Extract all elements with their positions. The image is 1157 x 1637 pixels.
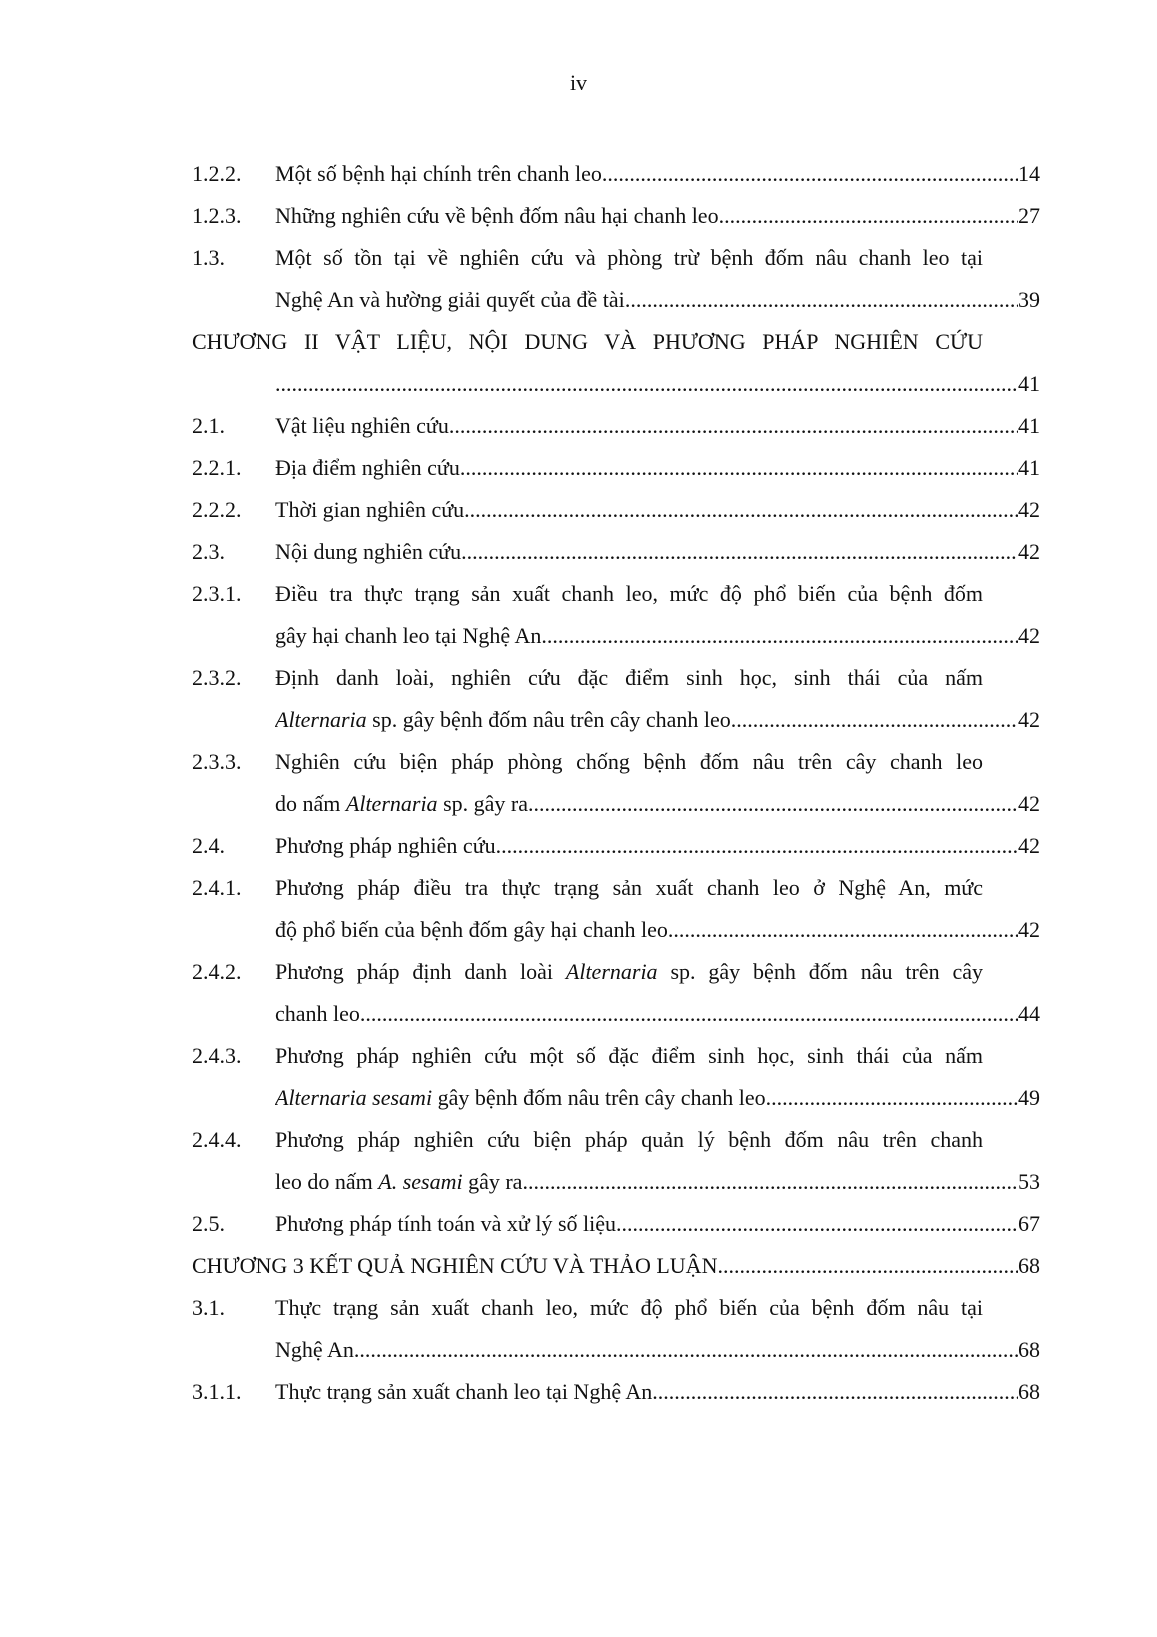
- toc-title-line1: Một số tồn tại về nghiên cứu và phòng trừ bệnh đốm nâu chanh leo tại: [275, 245, 983, 270]
- toc-leader-dots: [625, 279, 1018, 321]
- toc-title-line1: Nghiên cứu biện pháp phòng chống bệnh đốm nâu trên cây chanh leo: [275, 749, 983, 774]
- toc-page: 27: [1018, 203, 1040, 228]
- toc-leader-dots: [360, 993, 1018, 1035]
- toc-entry-1-3: [0, 237, 1157, 279]
- toc-leader-dots: [541, 615, 1018, 657]
- toc-page: 39: [1018, 287, 1040, 312]
- toc-leader-dots: [522, 1161, 1018, 1203]
- toc-number: 2.1.: [192, 413, 225, 438]
- toc-entry-1-2-3: [0, 195, 1157, 237]
- species-name: Alternaria sesami: [275, 1085, 433, 1110]
- toc-title: Một số bệnh hại chính trên chanh leo: [275, 161, 602, 186]
- toc-entry-2-3-2: [0, 657, 1157, 699]
- toc-title-line2: độ phổ biến của bệnh đốm gây hại chanh leo: [275, 917, 668, 942]
- toc-title-line2-pre: do nấm: [275, 791, 346, 816]
- toc-title: Phương pháp nghiên cứu: [275, 833, 496, 858]
- toc-page: 44: [1018, 1001, 1040, 1026]
- toc-leader-dots: [717, 1245, 1018, 1287]
- toc-page: 14: [1018, 161, 1040, 186]
- toc-page: 67: [1018, 1211, 1040, 1236]
- toc-entry-1-2-2: [0, 153, 1157, 195]
- toc-entry-2-5: [0, 1203, 1157, 1245]
- toc-leader-dots: [460, 447, 1018, 489]
- toc-entry-2-4-1-cont: [0, 909, 1157, 951]
- toc-title-line2: gây bệnh đốm nâu trên cây chanh leo: [432, 1085, 766, 1110]
- toc-leader-dots: [461, 531, 1018, 573]
- toc-number: 2.5.: [192, 1211, 225, 1236]
- toc-leader-dots: [602, 153, 1018, 195]
- toc-title-line1: Điều tra thực trạng sản xuất chanh leo, mức độ phổ biến của bệnh đốm: [275, 581, 983, 606]
- toc-title-line1: [275, 951, 983, 993]
- toc-chapter-3: [0, 1245, 1157, 1287]
- toc-entry-1-3-cont: [0, 279, 1157, 321]
- toc-number: 3.1.: [192, 1295, 225, 1320]
- species-name: Alternaria: [565, 959, 658, 984]
- toc-leader-dots: [668, 909, 1018, 951]
- toc-leader-dots: [275, 363, 1018, 405]
- toc-entry-2-4-3-cont: [0, 1077, 1157, 1119]
- toc-title-line2: sp. gây bệnh đốm nâu trên cây chanh leo: [366, 707, 731, 732]
- toc-entry-2-4-2: [0, 951, 1157, 993]
- toc-title-line2: sp. gây ra: [437, 791, 528, 816]
- toc-entry-2-3: [0, 531, 1157, 573]
- toc-title: Thực trạng sản xuất chanh leo tại Nghệ An: [275, 1379, 653, 1404]
- toc-chapter-2-cont: [0, 363, 1157, 405]
- toc-number: 2.3.2.: [192, 665, 242, 690]
- toc-number: 1.2.3.: [192, 203, 242, 228]
- toc-number: 2.4.1.: [192, 875, 242, 900]
- toc-page: 42: [1018, 497, 1040, 522]
- species-name: A. sesami: [378, 1169, 463, 1194]
- toc-title-line2: chanh leo: [275, 1001, 360, 1026]
- toc-entry-2-2-2: [0, 489, 1157, 531]
- toc-leader-dots: [496, 825, 1018, 867]
- toc-title-line1: Phương pháp điều tra thực trạng sản xuất chanh leo ở Nghệ An, mức: [275, 875, 983, 900]
- toc-leader-dots: [652, 1371, 1018, 1413]
- toc-entry-2-4-3: [0, 1035, 1157, 1077]
- toc-chapter-2: [0, 321, 1157, 363]
- toc-number: 2.3.3.: [192, 749, 242, 774]
- toc-leader-dots: [616, 1203, 1018, 1245]
- toc-title-line1: Phương pháp nghiên cứu biện pháp quản lý bệnh đốm nâu trên chanh: [275, 1127, 983, 1152]
- toc-page: 42: [1018, 791, 1040, 816]
- toc-entry-2-3-2-cont: [0, 699, 1157, 741]
- toc-number: 1.3.: [192, 245, 225, 270]
- toc-page: 42: [1018, 917, 1040, 942]
- toc-number: 1.2.2.: [192, 161, 242, 186]
- toc-entry-2-3-3: [0, 741, 1157, 783]
- toc-entry-3-1-1: [0, 1371, 1157, 1413]
- toc-number: 2.3.: [192, 539, 225, 564]
- toc-page: 68: [1018, 1337, 1040, 1362]
- toc-page: 68: [1018, 1253, 1040, 1278]
- toc-entry-2-3-1-cont: [0, 615, 1157, 657]
- toc-title: Phương pháp tính toán và xử lý số liệu: [275, 1211, 617, 1236]
- toc-number: 2.4.2.: [192, 959, 242, 984]
- toc-page: 49: [1018, 1085, 1040, 1110]
- toc-entry-2-3-3-cont: [0, 783, 1157, 825]
- toc-number: 2.3.1.: [192, 581, 242, 606]
- chapter-title: CHƯƠNG II VẬT LIỆU, NỘI DUNG VÀ PHƯƠNG PHÁP NGHIÊN CỨU: [192, 329, 983, 354]
- toc-title-line1-post: sp. gây bệnh đốm nâu trên cây: [657, 959, 983, 984]
- toc-title-line1: Thực trạng sản xuất chanh leo, mức độ phổ biến của bệnh đốm nâu tại: [275, 1295, 983, 1320]
- toc-page: 42: [1018, 707, 1040, 732]
- toc-title: Những nghiên cứu về bệnh đốm nâu hại chanh leo: [275, 203, 719, 228]
- toc-entry-2-4-2-cont: [0, 993, 1157, 1035]
- toc-title-line2: gây hại chanh leo tại Nghệ An: [275, 623, 542, 648]
- chapter-title: CHƯƠNG 3 KẾT QUẢ NGHIÊN CỨU VÀ THẢO LUẬN: [192, 1253, 718, 1278]
- toc-leader-dots: [766, 1077, 1018, 1119]
- toc-page: 42: [1018, 539, 1040, 564]
- toc-leader-dots: [731, 699, 1018, 741]
- toc-entry-3-1-cont: [0, 1329, 1157, 1371]
- toc-entry-3-1: [0, 1287, 1157, 1329]
- toc-leader-dots: [464, 489, 1018, 531]
- toc-title: Địa điểm nghiên cứu: [275, 455, 460, 480]
- toc-page: 41: [1018, 455, 1040, 480]
- toc-page: 53: [1018, 1169, 1040, 1194]
- toc-entry-2-4-1: [0, 867, 1157, 909]
- toc-entry-2-3-1: [0, 573, 1157, 615]
- toc-page: 41: [1018, 371, 1040, 396]
- toc-number: 2.2.2.: [192, 497, 242, 522]
- species-name: Alternaria: [275, 707, 367, 732]
- toc-title: Vật liệu nghiên cứu: [275, 413, 449, 438]
- toc-entry-2-4-4-cont: [0, 1161, 1157, 1203]
- toc-title-line1: Định danh loài, nghiên cứu đặc điểm sinh học, sinh thái của nấm: [275, 665, 983, 690]
- species-name: Alternaria: [345, 791, 438, 816]
- toc-title-line1-pre: Phương pháp định danh loài: [275, 959, 566, 984]
- toc-page: 42: [1018, 833, 1040, 858]
- toc-number: 2.2.1.: [192, 455, 242, 480]
- toc-entry-2-2-1: [0, 447, 1157, 489]
- toc-number: 3.1.1.: [192, 1379, 242, 1404]
- toc-leader-dots: [528, 783, 1018, 825]
- toc-title-line2: Nghệ An và hường giải quyết của đề tài: [275, 287, 625, 312]
- toc-leader-dots: [449, 405, 1018, 447]
- toc-title-line1: Phương pháp nghiên cứu một số đặc điểm sinh học, sinh thái của nấm: [275, 1043, 983, 1068]
- toc-title-line2: gây ra: [462, 1169, 523, 1194]
- toc-leader-dots: [719, 195, 1018, 237]
- toc-leader-dots: [354, 1329, 1018, 1371]
- toc-title-line2: Nghệ An: [275, 1337, 354, 1362]
- toc-entry-2-4-4: [0, 1119, 1157, 1161]
- toc-entry-2-4: [0, 825, 1157, 867]
- toc-title: Thời gian nghiên cứu: [275, 497, 465, 522]
- toc-title: Nội dung nghiên cứu: [275, 539, 462, 564]
- toc-number: 2.4.: [192, 833, 225, 858]
- toc-page: 68: [1018, 1379, 1040, 1404]
- toc-title-line2-pre: leo do nấm: [275, 1169, 379, 1194]
- toc-number: 2.4.3.: [192, 1043, 242, 1068]
- page-number: iv: [569, 70, 588, 95]
- toc-page: 42: [1018, 623, 1040, 648]
- toc-entry-2-1: [0, 405, 1157, 447]
- toc-number: 2.4.4.: [192, 1127, 242, 1152]
- toc-page: 41: [1018, 413, 1040, 438]
